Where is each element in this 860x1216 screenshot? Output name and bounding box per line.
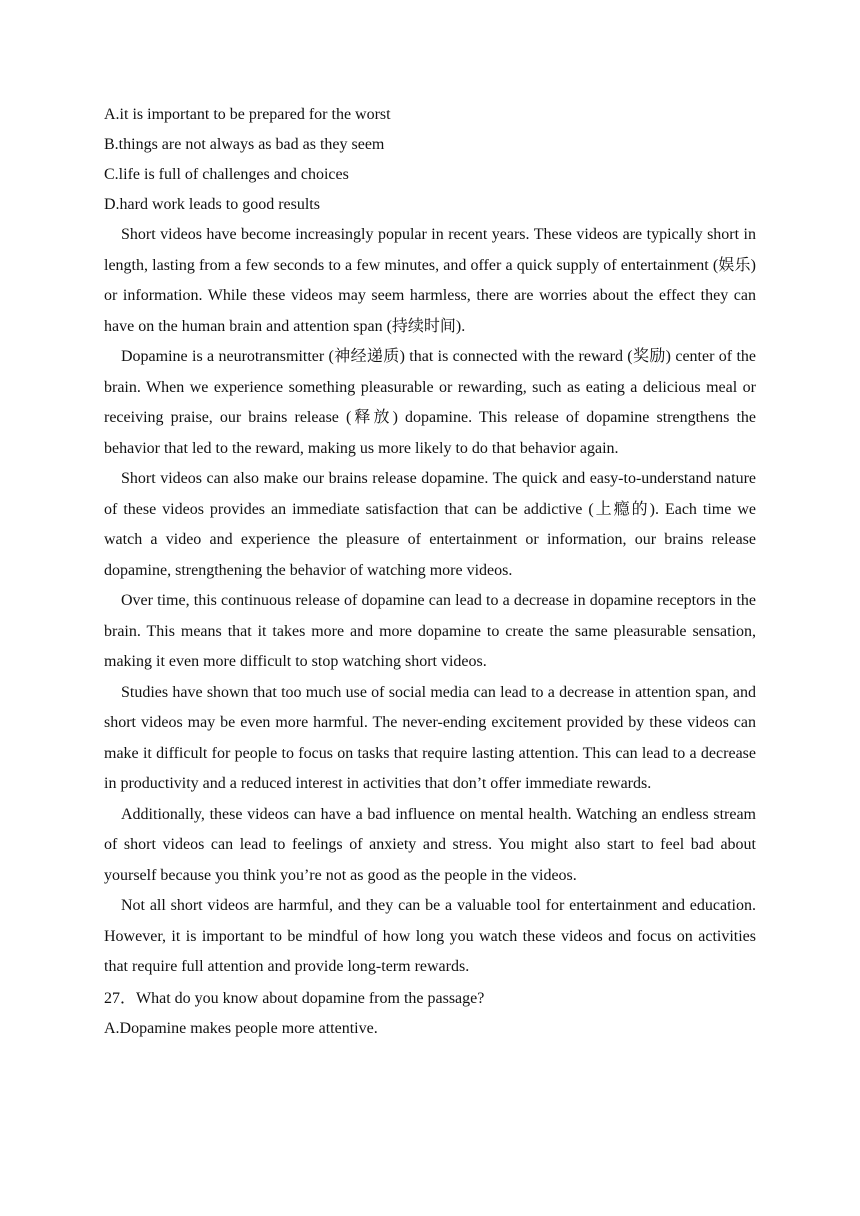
passage-paragraph-4: Over time, this continuous release of dopamine can lead to a decrease in dopamine receptors in the brain. This means that it takes more and more dopamine to create the same pleasurable sensation, making it even more difficult to stop watching short videos. — [104, 592, 756, 670]
passage-paragraph-2: Dopamine is a neurotransmitter (神经递质) that is connected with the reward (奖励) center of the brain. When we experience something pleasurable or rewarding, such as eating a delicious meal or receiving praise, our brains release (释放) dopamine. This release of dopamine strengthens the behavior that led to the reward, making us more likely to do that behavior again. — [104, 348, 756, 457]
passage-paragraph-5: Studies have shown that too much use of social media can lead to a decrease in attention span, and short videos may be even more harmful. The never-ending excitement provided by these videos can make it difficult for people to focus on tasks that require lasting attention. This can lead to a decrease in productivity and a reduced interest in activities that don’t offer immediate rewards. — [104, 683, 756, 792]
option-d: D.hard work leads to good results — [104, 196, 320, 213]
option-a: A.it is important to be prepared for the worst — [104, 106, 391, 123]
option-b: B.things are not always as bad as they seem — [104, 136, 385, 153]
question-stem: 27．What do you know about dopamine from the passage? — [104, 989, 485, 1007]
document-page — [104, 100, 756, 1044]
passage-paragraph-6: Additionally, these videos can have a bad influence on mental health. Watching an endless stream of short videos can lead to feelings of anxiety and stress. You might also start to feel bad about yourself because you think you’re not as good as the people in the videos. — [104, 805, 756, 884]
option-c: C.life is full of challenges and choices — [104, 166, 349, 183]
question-option-a: A.Dopamine makes people more attentive. — [104, 1019, 378, 1037]
passage-paragraph-7: Not all short videos are harmful, and they can be a valuable tool for entertainment and education. However, it is important to be mindful of how long you watch these videos and focus on activities that require full attention and provide long-term rewards. — [104, 897, 756, 975]
reading-passage — [104, 220, 756, 983]
question-27 — [104, 984, 756, 1044]
previous-question-options — [104, 100, 756, 220]
passage-paragraph-3: Short videos can also make our brains release dopamine. The quick and easy-to-understand nature of these videos provides an immediate satisfaction that can be addictive (上瘾的). Each time we watch a video and experience the pleasure of entertainment or information, our brains release dopamine, strengthening the behavior of watching more videos. — [104, 470, 756, 579]
passage-paragraph-1: Short videos have become increasingly popular in recent years. These videos are typically short in length, lasting from a few seconds to a few minutes, and offer a quick supply of entertainment (娱乐) or information. While these videos may seem harmless, there are worries about the effect they can have on the human brain and attention span (持续时间). — [104, 226, 756, 335]
